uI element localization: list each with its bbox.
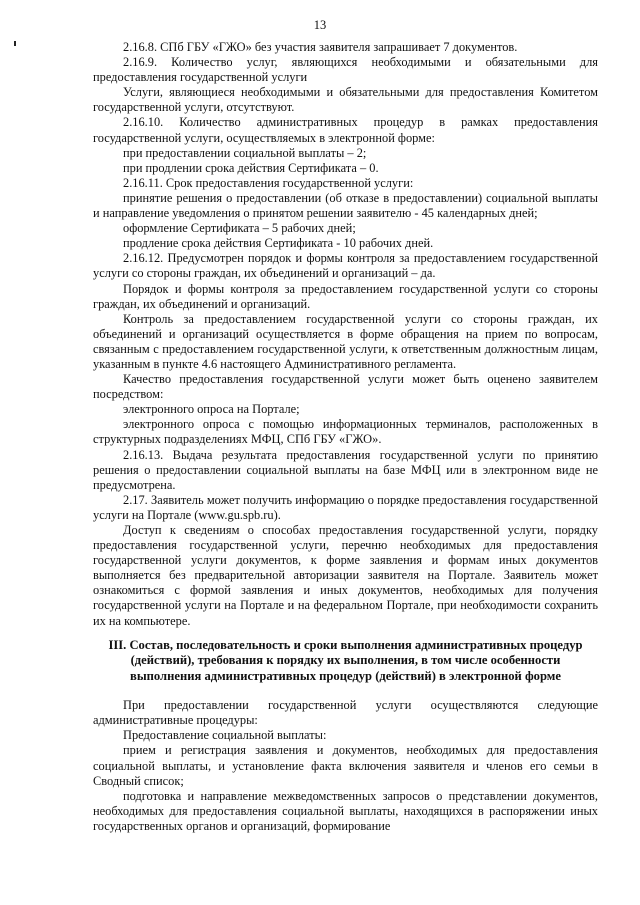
paragraph: Контроль за предоставлением государственной услуги со стороны граждан, их объединений и организаций осуществляется в форме обращения на прием по вопросам, связанным с предоставлением государственной услуги, к ответственным должностным лицам, указанным в пункте 4.6 настоящего Административного регламента. bbox=[93, 311, 598, 371]
paragraph: 2.16.10. Количество административных процедур в рамках предоставления государственной услуги, осуществляемых в электронной форме: bbox=[93, 115, 598, 145]
paragraph: при предоставлении социальной выплаты – 2; bbox=[123, 145, 367, 160]
paragraph: 2.16.11. Срок предоставления государственной услуги: bbox=[123, 175, 414, 190]
paragraph: 2.16.13. Выдача результата предоставления государственной услуги по принятию решения о предоставлении социальной выплаты на базе МФЦ или в электронном виде не предусмотрена. bbox=[93, 447, 598, 492]
paragraph: электронного опроса на Портале; bbox=[123, 402, 300, 417]
paragraph: 2.16.12. Предусмотрен порядок и формы контроля за предоставлением государственной услуги со стороны граждан, их объединений и организаций – да. bbox=[93, 251, 598, 281]
paragraph: при продлении срока действия Сертификата – 0. bbox=[123, 160, 379, 175]
paragraph: Предоставление социальной выплаты: bbox=[123, 728, 327, 743]
paragraph: принятие решения о предоставлении (об отказе в предоставлении) социальной выплаты и направление уведомления о принятом решении заявителю - 45 календарных дней; bbox=[93, 190, 598, 221]
paragraph: подготовка и направление межведомственных запросов о представлении документов, необходимых для предоставления социальной выплаты, находящихся в распоряжении иных государственных органов и организаций, формирование bbox=[93, 788, 598, 833]
paragraph: Качество предоставления государственной услуги может быть оценено заявителем посредством: bbox=[93, 372, 598, 402]
paragraph: оформление Сертификата – 5 рабочих дней; bbox=[123, 221, 356, 236]
paragraph: 2.16.9. Количество услуг, являющихся необходимыми и обязательными для предоставления государственной услуги bbox=[93, 55, 598, 85]
paragraph: продление срока действия Сертификата - 10 рабочих дней. bbox=[123, 236, 434, 251]
paragraph: При предоставлении государственной услуги осуществляются следующие административные процедуры: bbox=[93, 698, 598, 728]
margin-mark bbox=[14, 41, 16, 46]
paragraph: прием и регистрация заявления и документов, необходимых для предоставления социальной выплаты, и установление факта включения заявителя и членов его семьи в Сводный список; bbox=[93, 743, 598, 788]
paragraph: электронного опроса с помощью информационных терминалов, расположенных в структурных подразделениях МФЦ, СПб ГБУ «ГЖО». bbox=[93, 417, 598, 447]
paragraph: 2.17. Заявитель может получить информацию о порядке предоставления государственной услуги на Портале (www.gu.spb.ru). bbox=[93, 492, 598, 522]
paragraph: Порядок и формы контроля за предоставлением государственной услуги со стороны граждан, их объединений и организаций. bbox=[93, 281, 598, 311]
paragraph: 2.16.8. СПб ГБУ «ГЖО» без участия заявителя запрашивает 7 документов. bbox=[123, 40, 518, 54]
paragraph: Доступ к сведениям о способах предоставления государственной услуги, порядку предоставления государственной услуги, перечню необходимых для предоставления государственной услуги документов, к форме заявления и формам иных документов выполняется без предварительной авторизации заявителя на Портале. Заявитель может ознакомиться с формой заявления и иных документов, необходимых для получения государственной услуги на Портале и на федеральном Портале, при необходимости сохранить их на компьютере. bbox=[93, 523, 598, 628]
document-body bbox=[93, 40, 598, 834]
section-heading: III. Состав, последовательность и сроки выполнения административных процедур (действий), требования к порядку их выполнения, в том числе особенности выполнения административных процедур (действий) в электронной форме bbox=[108, 637, 583, 683]
paragraph: Услуги, являющиеся необходимыми и обязательными для предоставления Комитетом государственной услуги, отсутствуют. bbox=[93, 85, 598, 115]
page-number: 13 bbox=[313, 18, 327, 32]
